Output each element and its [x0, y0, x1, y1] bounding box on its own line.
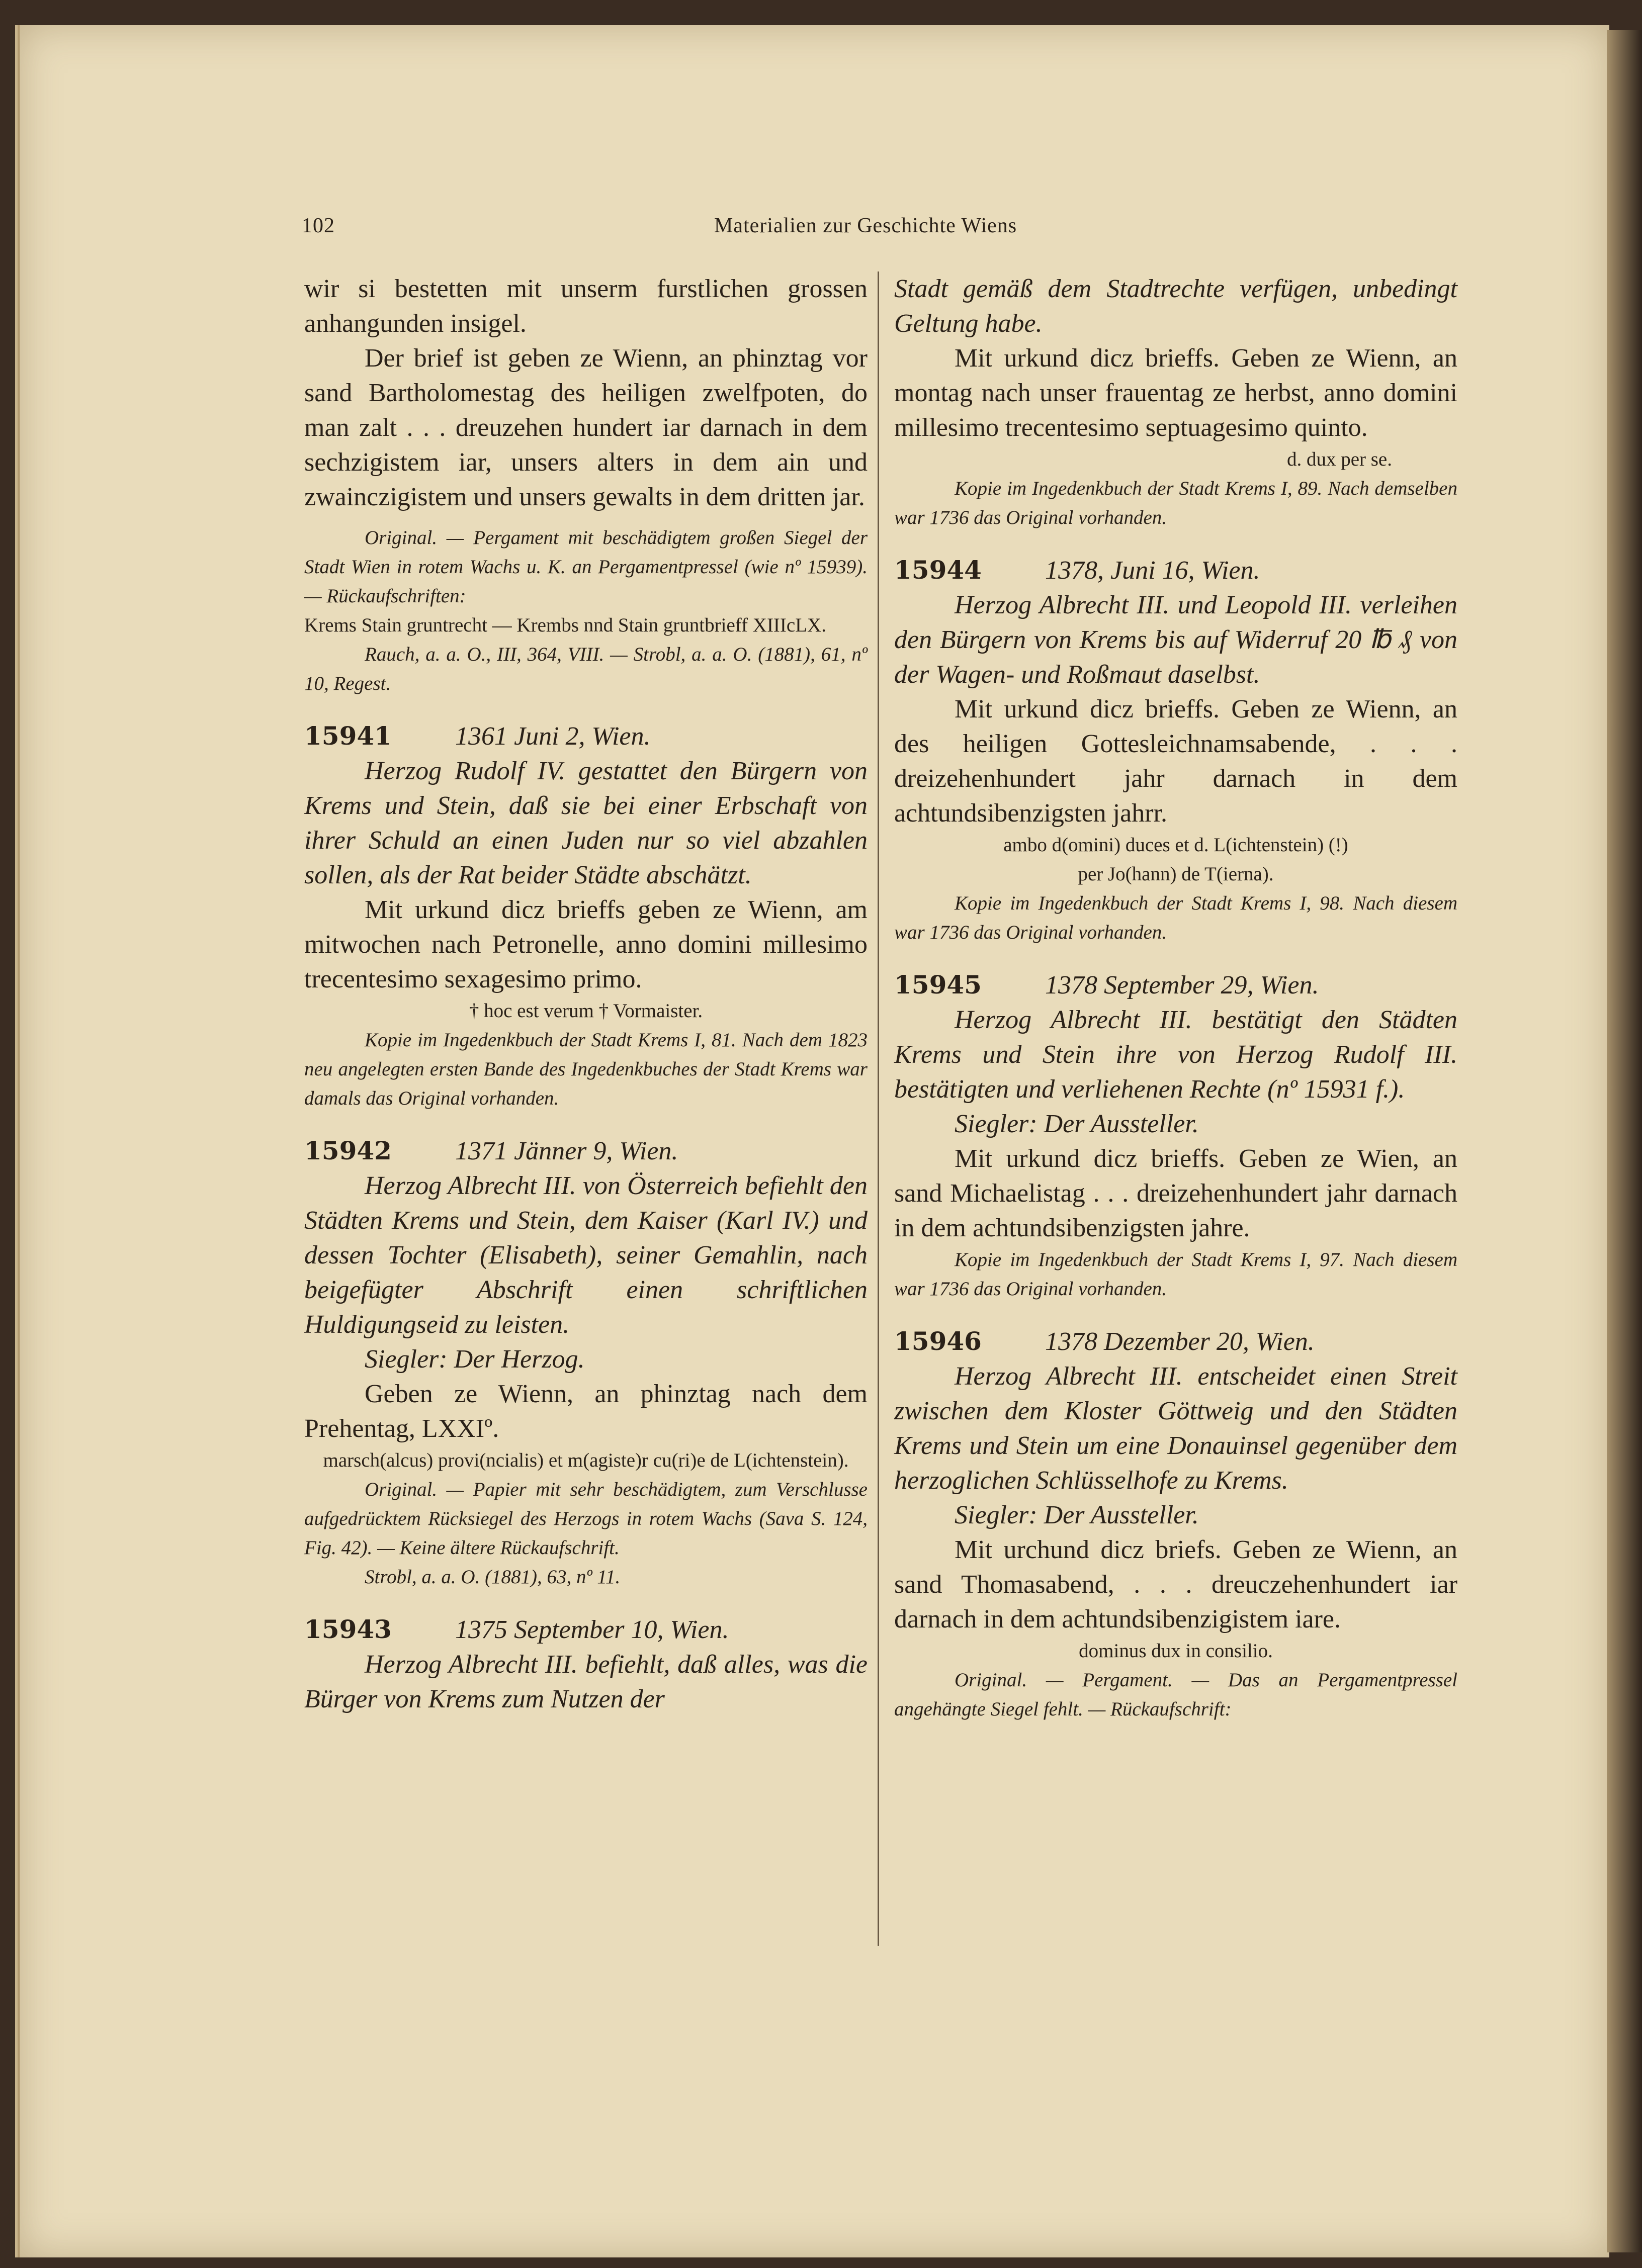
source-note-rueckaufschrift: Krems Stain gruntrecht — Krembs nnd Stain gruntbrieff XIIIcLX.: [304, 614, 826, 636]
source-note: Original. — Pergament mit beschädigtem großen Siegel der Stadt Wien in rotem Wachs u. K. an Pergamentpressel (wie nº 15939). — Rückaufschriften:: [304, 527, 868, 607]
entry-note: Kopie im Ingedenkbuch der Stadt Krems I, 89. Nach demselben war 1736 das Original vorhanden.: [894, 478, 1457, 528]
entry-date: 1378 Dezember 20, Wien.: [1045, 1327, 1315, 1356]
right-column: [894, 271, 1457, 1981]
entry-text: Mit urkund dicz brieffs. Geben ze Wienn, an des heiligen Gottesleichnamsabende, . . . dreizehenhundert jahr darnach in dem achtundsibenzigsten jahrr.: [894, 695, 1457, 828]
entry-signature: d. dux per se.: [1286, 448, 1392, 470]
entry-summary: Herzog Albrecht III. entscheidet einen Streit zwischen dem Kloster Göttweig und den Städten Krems und Stein um eine Donauinsel gegenüber dem herzoglichen Schlüsselhofe zu Krems.: [894, 1362, 1457, 1495]
entry-signature: marsch(alcus) provi(ncialis) et m(agiste)r cu(ri)e de L(ichtenstein).: [323, 1449, 849, 1471]
entry-text: Mit urkund dicz brieffs. Geben ze Wienn, an montag nach unser frauentag ze herbst, anno domini millesimo trecentesimo septuagesimo quinto.: [894, 344, 1457, 442]
entry-text: Mit urkund dicz brieffs. Geben ze Wien, an sand Michaelistag . . . dreizehenhundert jahr darnach in dem achtundsibenzigsten jahre.: [894, 1144, 1457, 1242]
entry-heading-15943: [304, 1612, 868, 1647]
entry-heading-15944: [894, 553, 1457, 588]
column-rule: [878, 271, 879, 1946]
entry-siegler: Siegler: Der Aussteller.: [955, 1110, 1199, 1138]
entry-date: 1375 September 10, Wien.: [455, 1615, 729, 1644]
entry-text: Mit urchund dicz briefs. Geben ze Wienn, an sand Thomasabend, . . . dreuczehenhundert iar darnach in dem achtundsibenzigistem iare.: [894, 1535, 1457, 1634]
entry-number: 15941: [304, 721, 392, 751]
entry-signature: dominus dux in consilio.: [1079, 1640, 1273, 1662]
entry-date: 1371 Jänner 9, Wien.: [455, 1137, 678, 1165]
entry-signature: † hoc est verum † Vormaister.: [469, 1000, 703, 1022]
entry-summary: Herzog Albrecht III. und Leopold III. verleihen den Bürgern von Krems bis auf Widerruf 20 ℔ ₰ von der Wagen- und Roßmaut daselbst.: [894, 591, 1457, 689]
entry-summary: Herzog Albrecht III. von Österreich befiehlt den Städten Krems und Stein, dem Kaiser (Karl IV.) und dessen Tochter (Elisabeth), seiner Gemahlin, nach beigefügter Abschrift einen schriftlichen Huldigungseid zu leisten.: [304, 1171, 868, 1339]
entry-text: Geben ze Wienn, an phinztag nach dem Prehentag, LXXIº.: [304, 1380, 868, 1443]
page-number: 102: [302, 214, 335, 237]
entry-summary: Herzog Albrecht III. bestätigt den Städten Krems und Stein ihre von Herzog Rudolf III. bestätigten und verliehenen Rechte (nº 15931 f.).: [894, 1006, 1457, 1104]
entry-date: 1378, Juni 16, Wien.: [1045, 556, 1260, 585]
continued-text-2: Der brief ist geben ze Wienn, an phinztag vor sand Bartholomestag des heiligen zwelfpoten, do man zalt . . . dreuzehen hundert iar darnach in dem sechzigistem iar, unsers alters in dem ain und zwainczigistem und unsers gewalts in dem dritten jar.: [304, 344, 868, 511]
entry-heading-15946: [894, 1324, 1457, 1359]
entry-heading-15941: [304, 718, 868, 754]
entry-date: 1378 September 29, Wien.: [1045, 971, 1319, 1000]
entry-number: 15944: [894, 555, 982, 585]
entry-note: Original. — Papier mit sehr beschädigtem, zum Verschlusse aufgedrücktem Rücksiegel des Herzogs in rotem Wachs (Sava S. 124, Fig. 42). — Keine ältere Rückaufschrift.: [304, 1479, 868, 1559]
entry-number: 15943: [304, 1614, 392, 1644]
source-note-literature: Rauch, a. a. O., III, 364, VIII. — Strobl, a. a. O. (1881), 61, nº 10, Regest.: [304, 644, 868, 694]
entry-summary: Herzog Rudolf IV. gestattet den Bürgern von Krems und Stein, daß sie bei einer Erbschaft von ihrer Schuld an einen Juden nur so viel abzahlen sollen, als der Rat beider Städte abschätzt.: [304, 757, 868, 889]
entry-number: 15942: [304, 1136, 392, 1165]
entry-text: Mit urkund dicz brieffs geben ze Wienn, am mitwochen nach Petronelle, anno domini millesimo trecentesimo sexagesimo primo.: [304, 895, 868, 993]
entry-note: Original. — Pergament. — Das an Pergamentpressel angehängte Siegel fehlt. — Rückaufschrift:: [894, 1669, 1457, 1720]
running-header: [302, 214, 1458, 249]
entry-note-literature: Strobl, a. a. O. (1881), 63, nº 11.: [365, 1566, 621, 1588]
entry-heading-15945: [894, 967, 1457, 1003]
facing-page-edge: [1607, 30, 1642, 2252]
entry-signature-2: per Jo(hann) de T(ierna).: [1078, 863, 1274, 885]
entry-summary-continued: Stadt gemäß dem Stadtrechte verfügen, unbedingt Geltung habe.: [894, 275, 1457, 338]
entry-summary: Herzog Albrecht III. befiehlt, daß alles, was die Bürger von Krems zum Nutzen der: [304, 1650, 868, 1713]
entry-note: Kopie im Ingedenkbuch der Stadt Krems I, 81. Nach dem 1823 neu angelegten ersten Bande des Ingedenkbuches der Stadt Krems war damals das Original vorhanden.: [304, 1029, 868, 1109]
continued-text: wir si bestetten mit unserm furstlichen grossen anhangunden insigel.: [304, 275, 868, 338]
entry-siegler: Siegler: Der Herzog.: [365, 1345, 585, 1374]
entry-number: 15946: [894, 1326, 982, 1356]
entry-number: 15945: [894, 970, 982, 1000]
left-column: [304, 271, 868, 1981]
entry-date: 1361 Juni 2, Wien.: [455, 722, 651, 751]
running-title: Materialien zur Geschichte Wiens: [714, 214, 1017, 237]
entry-siegler: Siegler: Der Aussteller.: [955, 1501, 1199, 1529]
entry-signature: ambo d(omini) duces et d. L(ichtenstein) (!): [1003, 834, 1348, 856]
entry-heading-15942: [304, 1133, 868, 1168]
entry-note: Kopie im Ingedenkbuch der Stadt Krems I, 97. Nach diesem war 1736 das Original vorhanden.: [894, 1249, 1457, 1300]
entry-note: Kopie im Ingedenkbuch der Stadt Krems I, 98. Nach diesem war 1736 das Original vorhanden.: [894, 892, 1457, 943]
